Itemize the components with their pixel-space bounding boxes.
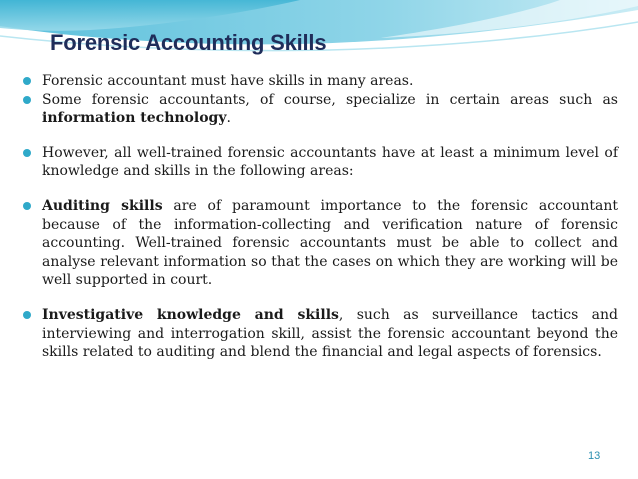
bullet-dot-icon: [23, 149, 31, 157]
bullet-text: are of paramount importance to the forensic accountant because of the information-collecting and verification nature of forensic accounting. Well-trained forensic accountants must be able to collect and analyse relevant information so that the cases on which they are working will be well supported in court.: [42, 197, 618, 289]
bullet-bold-term: information technology: [42, 110, 227, 127]
bullet-text: Forensic accountant must have skills in many areas.: [42, 73, 414, 89]
slide-title: Forensic Accounting Skills: [50, 30, 327, 55]
bullet-item: [22, 72, 618, 91]
bullet-bold-term: Auditing skills: [42, 197, 163, 214]
bullet-bold-term: Investigative knowledge and skills: [42, 306, 339, 323]
bullet-item: [22, 144, 618, 181]
bullet-dot-icon: [23, 202, 31, 210]
bullet-item: [22, 306, 618, 362]
bullet-text: Some forensic accountants, of course, specialize in certain areas such as: [42, 91, 618, 108]
bullet-text: .: [226, 110, 231, 127]
bullet-dot-icon: [23, 96, 31, 104]
bullet-item: [22, 197, 618, 290]
bullet-text: However, all well-trained forensic accountants have at least a minimum level of knowledge and skills in the following areas:: [42, 144, 618, 180]
bullet-dot-icon: [23, 311, 31, 319]
bullet-list: [22, 72, 618, 362]
bullet-text: , such as surveillance tactics and interviewing and interrogation skill, assist the forensic accountant beyond the skills related to auditing and blend the financial and legal aspects of forensics.: [42, 306, 618, 361]
bullet-dot-icon: [23, 77, 31, 85]
bullet-item: [22, 91, 618, 128]
page-number: 13: [588, 450, 601, 462]
